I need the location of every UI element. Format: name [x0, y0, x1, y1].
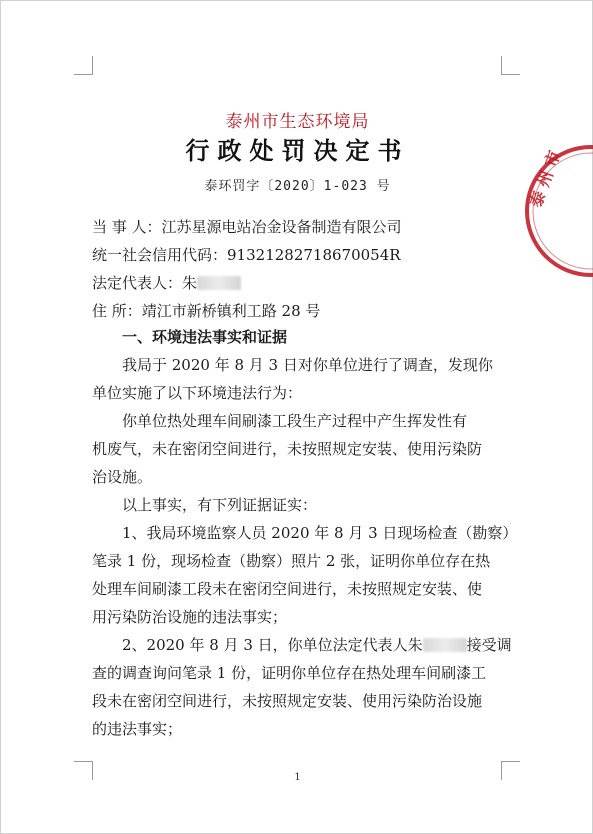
document-number: 泰环罚字〔2020〕1-023 号: [204, 179, 391, 194]
page-number: 1: [294, 772, 301, 783]
redacted-name: [197, 276, 241, 290]
agency-name: 泰州市生态环境局: [225, 112, 370, 132]
official-seal-icon: [521, 141, 593, 281]
legal-rep-value: 朱: [182, 274, 198, 292]
paragraph-line: [122, 635, 542, 655]
credit-code-label: 统一社会信用代码：: [92, 246, 228, 264]
party-name-label: 当 事 人：: [92, 218, 162, 236]
crop-mark-top-left: [74, 56, 93, 75]
paragraph-line: 段未在密闭空间进行，未按照规定安装、使用污染防治设施: [92, 692, 483, 710]
party-name-line: [92, 217, 512, 237]
address-label: 住 所：: [92, 302, 142, 320]
credit-code-line: [92, 245, 512, 265]
paragraph-line: 的违法事实；: [92, 720, 183, 738]
paragraph-line: 笔录 1 份，现场检查（勘察）照片 2 张，证明你单位存在热: [92, 552, 491, 570]
redacted-name: [423, 638, 467, 652]
crop-mark-top-right: [501, 56, 520, 75]
paragraph-line: 用污染防治设施的违法事实；: [92, 608, 288, 626]
section-heading: 一、环境违法事实和证据: [122, 328, 288, 346]
legal-rep-line: [92, 273, 512, 293]
credit-code-value: 91321282718670054R: [227, 246, 401, 264]
paragraph-line: 处理车间刷漆工段未在密闭空间进行，未按照规定安装、使: [92, 580, 483, 598]
party-name-value: 江苏星源电站冶金设备制造有限公司: [161, 218, 402, 236]
evidence-2-end: 接受调: [466, 636, 512, 654]
address-value: 靖江市新桥镇利工路 28 号: [141, 302, 321, 320]
paragraph-line: 你单位热处理车间刷漆工段生产过程中产生挥发性有: [122, 412, 468, 430]
evidence-2-start: 2、2020 年 8 月 3 日，你单位法定代表人朱: [122, 636, 423, 654]
paragraph-line: 1、我局环境监察人员 2020 年 8 月 3 日现场检查（勘察）: [122, 524, 518, 542]
paragraph-line: 我局于 2020 年 8 月 3 日对你单位进行了调查，发现你: [122, 356, 493, 374]
paragraph-line: 单位实施了以下环境违法行为：: [92, 384, 303, 402]
address-line: [92, 301, 512, 321]
paragraph-line: 查的调查询问笔录 1 份，证明你单位存在热处理车间刷漆工: [92, 664, 487, 682]
paragraph-line: 机废气，未在密闭空间进行，未按照规定安装、使用污染防: [92, 440, 483, 458]
paragraph-line: 治设施。: [92, 468, 153, 486]
seal-text: 泰 州 市: [526, 147, 565, 210]
legal-rep-label: 法定代表人：: [92, 274, 183, 292]
paragraph-line: 以上事实，有下列证据证实：: [122, 496, 318, 514]
document-title: 行政处罚决定书: [185, 136, 410, 165]
